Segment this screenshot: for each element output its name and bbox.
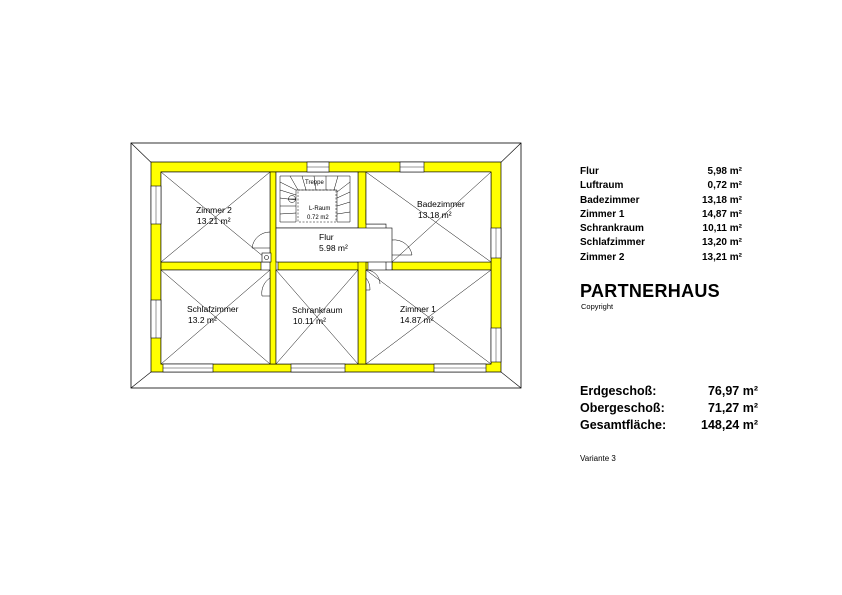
zimmer-2-name: Zimmer 2 <box>196 205 232 215</box>
schrankraum-area: 10.11 m² <box>293 316 326 326</box>
house-title: PARTNERHAUS <box>580 281 720 301</box>
room-row: Luftraum 0,72 m² <box>580 180 742 192</box>
luftraum-name: L-Raum <box>309 206 331 212</box>
badezimmer-name: Badezimmer <box>417 199 465 209</box>
room-area-list <box>580 165 742 265</box>
room-row: Badezimmer 13,18 m² <box>580 194 742 206</box>
variant-label: Variante 3 <box>580 454 616 463</box>
total-row: Erdgeschoß: 76,97 m² <box>580 384 758 398</box>
copyright-note: Copyright <box>581 302 614 311</box>
badezimmer-area: 13.18 m² <box>418 210 452 220</box>
schlafzimmer-name: Schlafzimmer <box>187 304 239 314</box>
flur-name: Flur <box>319 232 334 242</box>
room-row: Schrankraum 10,11 m² <box>580 223 742 235</box>
schrankraum-name: Schrankraum <box>292 305 343 315</box>
zimmer-1-name: Zimmer 1 <box>400 304 436 314</box>
luftraum-area: 0.72 m2 <box>307 215 329 221</box>
room-row: Schlafzimmer 13,20 m² <box>580 237 742 249</box>
zimmer-2-area: 13.21 m² <box>197 216 231 226</box>
total-row: Obergeschoß: 71,27 m² <box>580 401 758 415</box>
schlafzimmer-area: 13.2 m² <box>188 315 217 325</box>
chimney <box>262 253 271 262</box>
room-row: Zimmer 2 13,21 m² <box>580 251 742 263</box>
zimmer-1-area: 14.87 m² <box>400 315 434 325</box>
room-row: Flur 5,98 m² <box>580 166 742 177</box>
total-row: Gesamtfläche: 148,24 m² <box>580 418 758 432</box>
flur-area: 5.98 m² <box>319 243 348 253</box>
treppe-label: Treppe <box>305 180 324 186</box>
room-row: Zimmer 1 14,87 m² <box>580 208 742 220</box>
area-totals <box>580 383 758 434</box>
